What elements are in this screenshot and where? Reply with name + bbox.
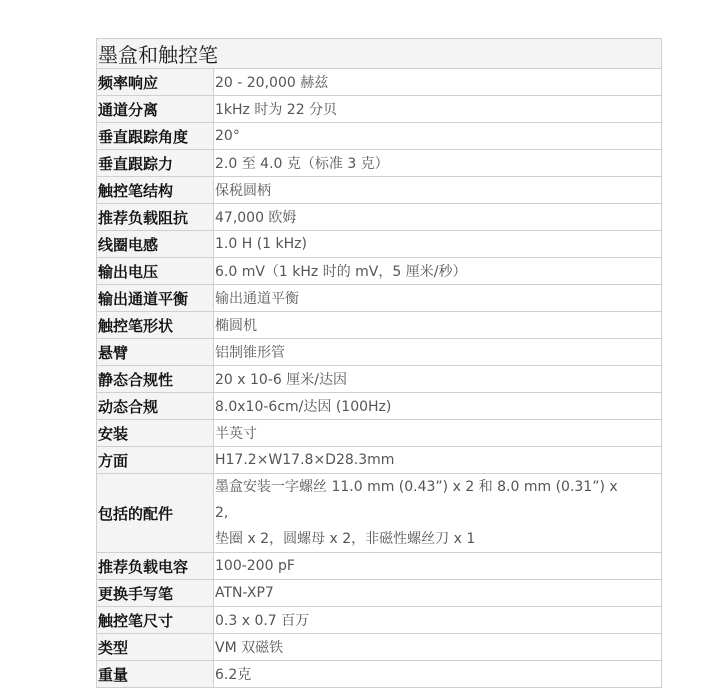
- spec-label: 动态合规: [97, 393, 214, 420]
- spec-label: 静态合规性: [97, 366, 214, 393]
- spec-value: 20 - 20,000 赫兹: [214, 69, 662, 96]
- spec-label: 悬臂: [97, 339, 214, 366]
- spec-row-load-impedance: [97, 204, 662, 231]
- spec-label: 推荐负载阻抗: [97, 204, 214, 231]
- spec-label: 垂直跟踪力: [97, 150, 214, 177]
- spec-row-dimensions: [97, 447, 662, 474]
- spec-label: 触控笔结构: [97, 177, 214, 204]
- spec-value: 1.0 H (1 kHz): [214, 231, 662, 258]
- spec-row-channel-separation: [97, 96, 662, 123]
- spec-label: 通道分离: [97, 96, 214, 123]
- spec-value: 2.0 至 4.0 克（标准 3 克）: [214, 150, 662, 177]
- spec-row-accessories: [97, 474, 662, 553]
- spec-value: 半英寸: [214, 420, 662, 447]
- spec-value: 铝制锥形管: [214, 339, 662, 366]
- spec-label: 触控笔形状: [97, 312, 214, 339]
- spec-label: 更换手写笔: [97, 580, 214, 607]
- accessories-line: 垫圈 x 2，圆螺母 x 2，非磁性螺丝刀 x 1: [215, 531, 476, 547]
- spec-row-type: [97, 634, 662, 661]
- spec-row-stylus-shape: [97, 312, 662, 339]
- table-title-row: [97, 39, 662, 69]
- spec-value: 输出通道平衡: [214, 285, 662, 312]
- spec-value: 20°: [214, 123, 662, 150]
- spec-row-stylus-construction: [97, 177, 662, 204]
- spec-label: 输出电压: [97, 258, 214, 285]
- spec-table: [96, 38, 662, 688]
- spec-value: 6.0 mV（1 kHz 时的 mV，5 厘米/秒）: [214, 258, 662, 285]
- spec-label: 频率响应: [97, 69, 214, 96]
- spec-value: 20 x 10-6 厘米/达因: [214, 366, 662, 393]
- spec-label: 包括的配件: [97, 474, 214, 553]
- spec-label: 推荐负载电容: [97, 553, 214, 580]
- spec-value: 椭圆机: [214, 312, 662, 339]
- spec-value: ATN-XP7: [214, 580, 662, 607]
- spec-row-static-compliance: [97, 366, 662, 393]
- spec-value: 47,000 欧姆: [214, 204, 662, 231]
- spec-value: H17.2×W17.8×D28.3mm: [214, 447, 662, 474]
- spec-row-load-capacitance: [97, 553, 662, 580]
- spec-value: VM 双磁铁: [214, 634, 662, 661]
- spec-value: 100-200 pF: [214, 553, 662, 580]
- spec-row-vertical-tracking-angle: [97, 123, 662, 150]
- accessories-line: 2,: [215, 505, 229, 521]
- spec-row-frequency-response: [97, 69, 662, 96]
- spec-label: 安装: [97, 420, 214, 447]
- spec-row-stylus-size: [97, 607, 662, 634]
- spec-value: 保税圆柄: [214, 177, 662, 204]
- spec-label: 方面: [97, 447, 214, 474]
- spec-row-channel-balance: [97, 285, 662, 312]
- spec-row-weight: [97, 661, 662, 688]
- spec-row-cantilever: [97, 339, 662, 366]
- spec-value: [214, 474, 662, 553]
- spec-row-coil-inductance: [97, 231, 662, 258]
- spec-label: 垂直跟踪角度: [97, 123, 214, 150]
- spec-value: 1kHz 时为 22 分贝: [214, 96, 662, 123]
- spec-label: 触控笔尺寸: [97, 607, 214, 634]
- spec-row-vertical-tracking-force: [97, 150, 662, 177]
- table-title: 墨盒和触控笔: [97, 39, 662, 69]
- spec-label: 输出通道平衡: [97, 285, 214, 312]
- spec-label: 重量: [97, 661, 214, 688]
- spec-row-mounting: [97, 420, 662, 447]
- spec-label: 线圈电感: [97, 231, 214, 258]
- spec-value: 0.3 x 0.7 百万: [214, 607, 662, 634]
- spec-row-dynamic-compliance: [97, 393, 662, 420]
- spec-value: 6.2克: [214, 661, 662, 688]
- accessories-line: 墨盒安装一字螺丝 11.0 mm (0.43”) x 2 和 8.0 mm (0.31”) x: [215, 479, 618, 495]
- spec-value: 8.0x10-6cm/达因 (100Hz): [214, 393, 662, 420]
- spec-row-output-voltage: [97, 258, 662, 285]
- spec-label: 类型: [97, 634, 214, 661]
- spec-row-replacement-stylus: [97, 580, 662, 607]
